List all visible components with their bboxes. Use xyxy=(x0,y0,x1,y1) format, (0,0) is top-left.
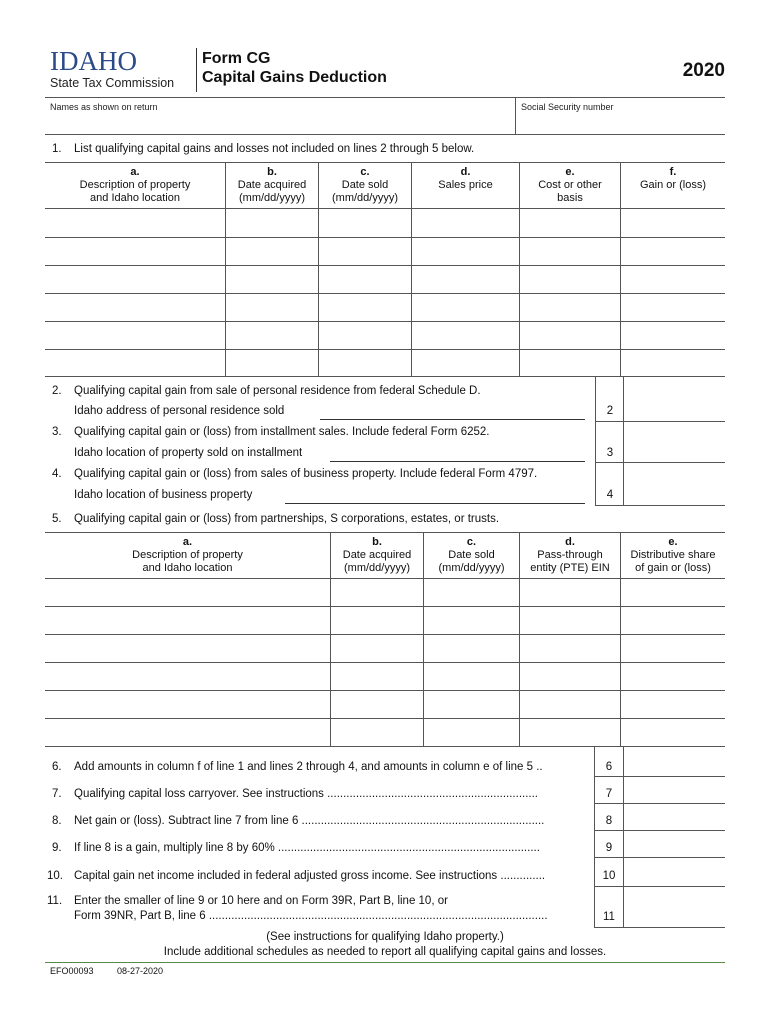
line10-box-rule xyxy=(594,886,725,887)
line8-box-number: 8 xyxy=(605,815,613,827)
table1-vline xyxy=(225,162,226,376)
table2-col-c-header: c. Date sold (mm/dd/yyyy) xyxy=(438,536,505,574)
table2-col-a-header: a. Description of property and Idaho location xyxy=(132,536,243,574)
table2-row-rule xyxy=(45,578,725,579)
header-divider xyxy=(196,48,197,92)
line4-sub-label: Idaho location of business property xyxy=(74,489,253,501)
line9-text: If line 8 is a gain, multiply line 8 by 60% .................................................................................. xyxy=(74,842,540,854)
form-code: EFO00093 xyxy=(50,966,94,976)
line2-number: 2. xyxy=(52,385,62,397)
line5-text: Qualifying capital gain or (loss) from partnerships, S corporations, estates, or trusts. xyxy=(74,513,500,525)
table1-row-rule xyxy=(45,237,725,238)
line6-box-number: 6 xyxy=(605,761,613,773)
table1-vline xyxy=(519,162,520,376)
line2-sub-label: Idaho address of personal residence sold xyxy=(74,405,285,417)
line9-amount-field[interactable] xyxy=(624,832,724,856)
line8-text: Net gain or (loss). Subtract line 7 from line 6 ............................................................................ xyxy=(74,815,545,827)
line3-sub-label: Idaho location of property sold on installment xyxy=(74,447,303,459)
table2-vline xyxy=(519,532,520,746)
table1-row-rule xyxy=(45,293,725,294)
table1-col-f-header: f. Gain or (loss) xyxy=(639,166,707,191)
line3-box-number: 3 xyxy=(606,447,614,459)
line11-box-rule xyxy=(594,927,725,928)
form-title: Capital Gains Deduction xyxy=(202,69,387,86)
form-revision-date: 08-27-2020 xyxy=(117,966,164,976)
table2-row-rule xyxy=(45,634,725,635)
line4-location-field[interactable] xyxy=(285,503,585,504)
line11-box-number: 11 xyxy=(603,911,615,923)
line9-number: 9. xyxy=(52,842,62,854)
schedules-note: Include additional schedules as needed to report all qualifying capital gains and losses. xyxy=(163,946,607,958)
table2-col-d-header: d. Pass-through entity (PTE) EIN xyxy=(530,536,610,574)
line6-text: Add amounts in column f of line 1 and lines 2 through 4, and amounts in column e of line 5 .. xyxy=(74,761,543,773)
ssn-field[interactable] xyxy=(517,112,723,132)
table2-vline xyxy=(620,532,621,746)
line3-text: Qualifying capital gain or (loss) from installment sales. Include federal Form 6252. xyxy=(74,426,490,438)
lines6-11-box-left xyxy=(594,746,595,928)
line4-number: 4. xyxy=(52,468,62,480)
tax-year: 2020 xyxy=(682,60,725,81)
table2-vline xyxy=(423,532,424,746)
footer-rule xyxy=(45,962,725,963)
line6-amount-field[interactable] xyxy=(624,750,724,775)
line4-box-rule xyxy=(595,505,725,506)
table1-vline xyxy=(620,162,621,376)
header-rule xyxy=(45,97,725,98)
logo-word: IDAHO xyxy=(50,46,137,76)
line11-text2: Form 39NR, Part B, line 6 .......................................................................................................... xyxy=(74,910,548,922)
idaho-logo xyxy=(50,48,190,90)
line8-amount-field[interactable] xyxy=(624,805,724,829)
table1-col-e-header: e. Cost or other basis xyxy=(538,166,602,204)
line7-amount-field[interactable] xyxy=(624,778,724,802)
line3-box-rule xyxy=(595,462,725,463)
table1-row-rule xyxy=(45,349,725,350)
table2-row-rule xyxy=(45,718,725,719)
names-rule xyxy=(45,134,725,135)
line2-box-number: 2 xyxy=(606,405,614,417)
instructions-note: (See instructions for qualifying Idaho property.) xyxy=(266,931,504,943)
table2-col-b-header: b. Date acquired (mm/dd/yyyy) xyxy=(342,536,412,574)
table2-row-rule xyxy=(45,606,725,607)
line10-number: 10. xyxy=(47,870,63,882)
form-id: Form CG xyxy=(202,50,271,67)
line8-box-rule xyxy=(594,830,725,831)
table1-col-d-header: d. Sales price xyxy=(438,166,493,191)
names-label: Names as shown on return xyxy=(50,102,158,112)
table2-row-rule xyxy=(45,662,725,663)
line7-box-number: 7 xyxy=(605,788,613,800)
table1-col-b-header: b. Date acquired (mm/dd/yyyy) xyxy=(237,166,307,204)
table1-row-rule xyxy=(45,321,725,322)
line6-number: 6. xyxy=(52,761,62,773)
table1-col-a-header: a. Description of property and Idaho location xyxy=(79,166,191,204)
line2-text: Qualifying capital gain from sale of personal residence from federal Schedule D. xyxy=(74,385,481,397)
line1-number: 1. xyxy=(52,143,62,155)
table2-col-e-header: e. Distributive share of gain or (loss) xyxy=(630,536,716,574)
table1-vline xyxy=(318,162,319,376)
line11-amount-field[interactable] xyxy=(624,888,724,926)
line8-number: 8. xyxy=(52,815,62,827)
line7-number: 7. xyxy=(52,788,62,800)
line7-text: Qualifying capital loss carryover. See instructions .................................................................. xyxy=(74,788,538,800)
line5-number: 5. xyxy=(52,513,62,525)
table2-top-rule xyxy=(45,532,725,533)
line4-amount-field[interactable] xyxy=(624,464,724,504)
line3-number: 3. xyxy=(52,426,62,438)
table2-vline xyxy=(330,532,331,746)
line4-box-number: 4 xyxy=(606,489,614,501)
line6-box-rule xyxy=(594,776,725,777)
table1-top-rule xyxy=(45,162,725,163)
names-field[interactable] xyxy=(45,112,513,132)
line1-text: List qualifying capital gains and losses not included on lines 2 through 5 below. xyxy=(74,143,475,155)
table1-vline xyxy=(411,162,412,376)
line4-text: Qualifying capital gain or (loss) from sales of business property. Include federal Form 4797. xyxy=(74,468,538,480)
ssn-divider xyxy=(515,97,516,134)
line11-number: 11. xyxy=(47,895,63,907)
ssn-label: Social Security number xyxy=(521,102,614,112)
logo-subtitle: State Tax Commission xyxy=(50,76,175,90)
line11-text1: Enter the smaller of line 9 or 10 here and on Form 39R, Part B, line 10, or xyxy=(74,895,448,907)
line9-box-number: 9 xyxy=(605,842,613,854)
line10-amount-field[interactable] xyxy=(624,859,724,885)
table2-row-rule xyxy=(45,690,725,691)
line10-text: Capital gain net income included in federal adjusted gross income. See instructions .............. xyxy=(74,870,546,882)
table1-col-c-header: c. Date sold (mm/dd/yyyy) xyxy=(332,166,398,204)
line3-amount-field[interactable] xyxy=(624,422,724,462)
line3-location-field[interactable] xyxy=(330,461,585,462)
line9-box-rule xyxy=(594,857,725,858)
table1-row-rule xyxy=(45,208,725,209)
line2-address-field[interactable] xyxy=(320,419,585,420)
line10-box-number: 10 xyxy=(602,870,616,882)
line7-box-rule xyxy=(594,803,725,804)
lines2-4-box-left xyxy=(595,376,596,506)
line2-amount-field[interactable] xyxy=(624,380,724,420)
table1-row-rule xyxy=(45,265,725,266)
